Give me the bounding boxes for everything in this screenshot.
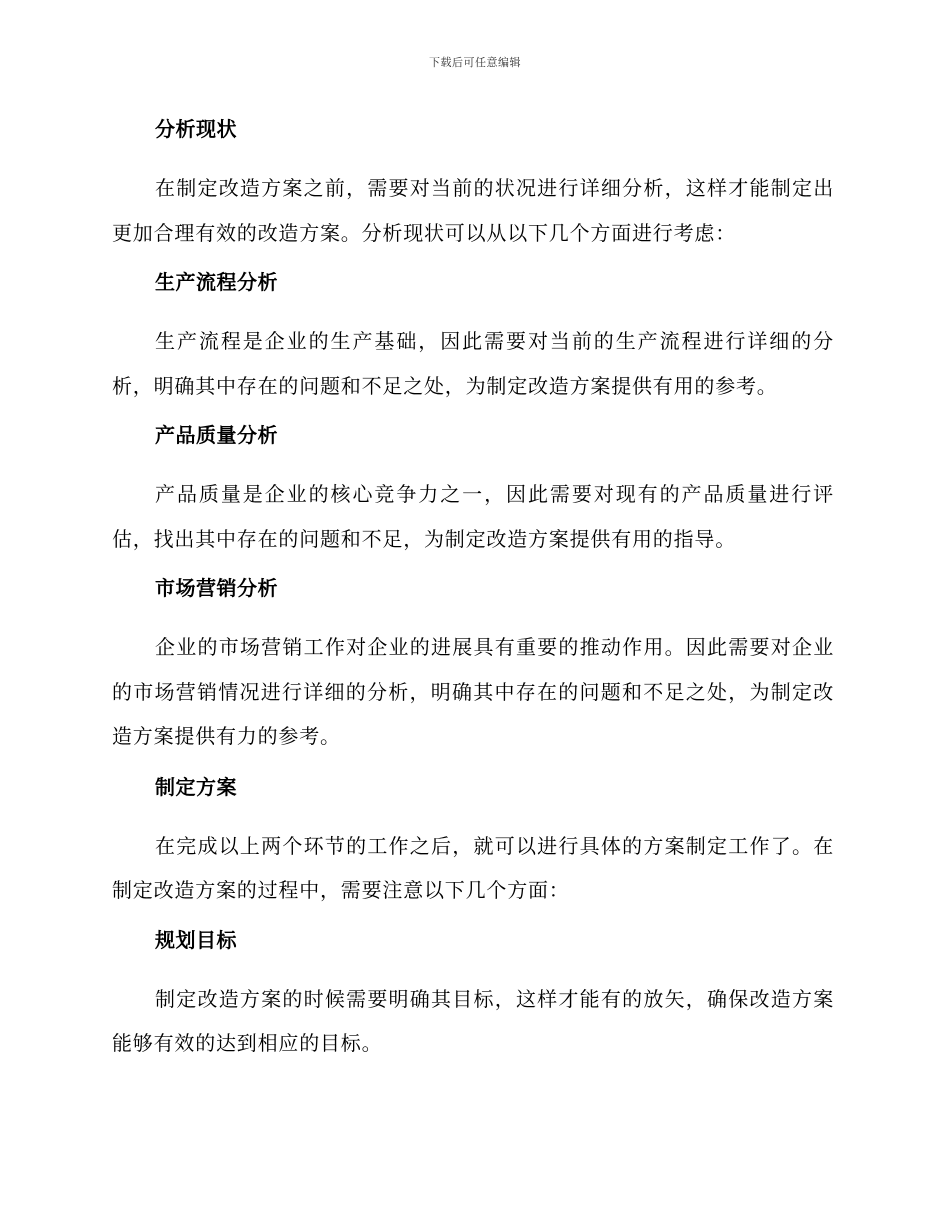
section-marketing [112, 572, 834, 759]
page-header-note: 下载后可任意编辑 [429, 56, 521, 69]
section-product-quality [112, 419, 834, 561]
section-paragraph: 企业的市场营销工作对企业的进展具有重要的推动作用。因此需要对企业的市场营销情况进行详细的分析，明确其中存在的问题和不足之处，为制定改造方案提供有力的参考。 [112, 635, 834, 748]
section-production-process [112, 266, 834, 408]
section-heading: 分析现状 [155, 117, 237, 141]
section-paragraph: 产品质量是企业的核心竞争力之一，因此需要对现有的产品质量进行评估，找出其中存在的问题和不足，为制定改造方案提供有用的指导。 [112, 482, 834, 551]
section-heading: 制定方案 [155, 774, 237, 799]
section-heading: 生产流程分析 [155, 270, 278, 294]
section-paragraph: 制定改造方案的时候需要明确其目标，这样才能有的放矢，确保改造方案能够有效的达到相应的目标。 [112, 986, 834, 1055]
section-analyze-status [112, 113, 834, 255]
section-make-plan [112, 771, 834, 913]
section-paragraph: 在完成以上两个环节的工作之后，就可以进行具体的方案制定工作了。在制定改造方案的过程中，需要注意以下几个方面： [112, 833, 834, 902]
section-plan-goals [112, 924, 834, 1066]
section-paragraph: 生产流程是企业的生产基础，因此需要对当前的生产流程进行详细的分析，明确其中存在的问题和不足之处，为制定改造方案提供有用的参考。 [112, 329, 834, 398]
section-heading: 规划目标 [155, 927, 237, 952]
section-heading: 产品质量分析 [155, 423, 278, 447]
document-body [112, 113, 834, 1077]
section-paragraph: 在制定改造方案之前，需要对当前的状况进行详细分析，这样才能制定出更加合理有效的改造方案。分析现状可以从以下几个方面进行考虑： [112, 176, 834, 245]
section-heading: 市场营销分析 [155, 576, 278, 600]
